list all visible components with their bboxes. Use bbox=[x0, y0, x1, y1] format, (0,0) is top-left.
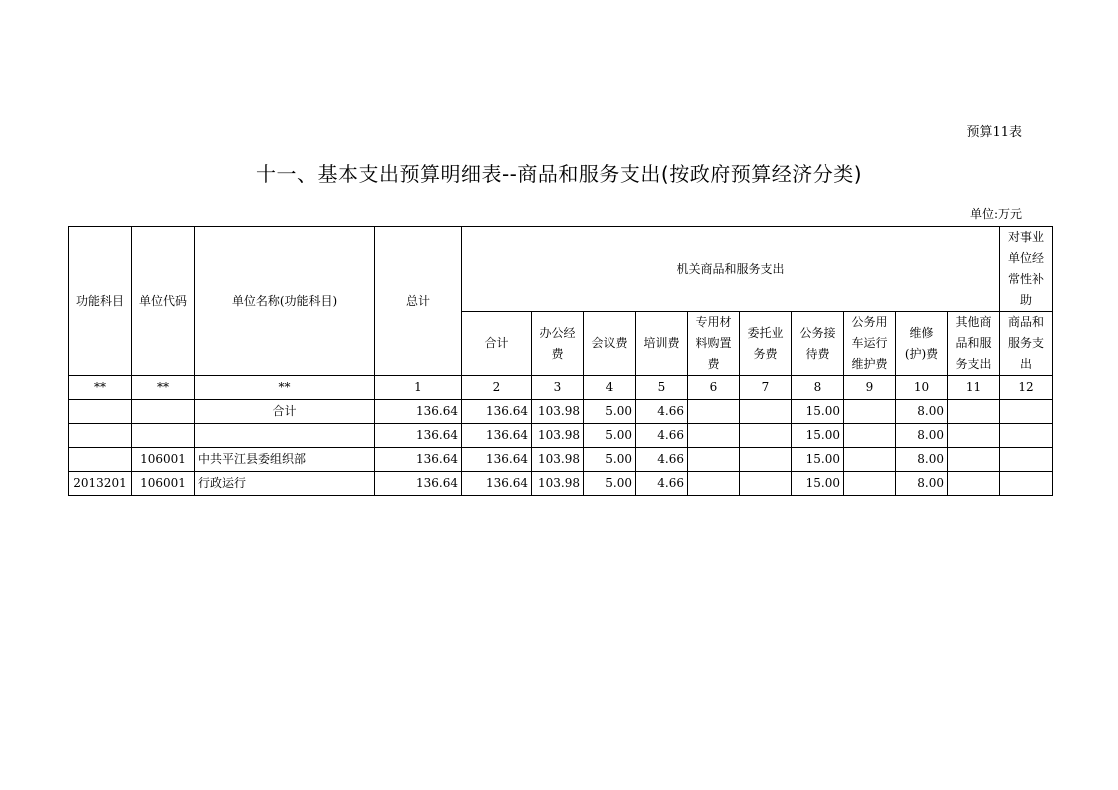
subsidy-cell bbox=[1000, 424, 1053, 448]
total-cell: 136.64 bbox=[375, 424, 462, 448]
name-cell: 中共平江县委组织部 bbox=[195, 448, 375, 472]
other-cell bbox=[948, 400, 1000, 424]
func-cell bbox=[69, 400, 132, 424]
vehicle-cell bbox=[844, 472, 896, 496]
vehicle-cell bbox=[844, 448, 896, 472]
office-cell: 103.98 bbox=[532, 400, 584, 424]
index-cell: ** bbox=[69, 376, 132, 400]
header-unit-code: 单位代码 bbox=[132, 227, 195, 376]
name-cell bbox=[195, 424, 375, 448]
sum-cell: 136.64 bbox=[462, 400, 532, 424]
repair-cell: 8.00 bbox=[896, 472, 948, 496]
meeting-cell: 5.00 bbox=[584, 472, 636, 496]
index-cell: 11 bbox=[948, 376, 1000, 400]
reception-cell: 15.00 bbox=[792, 448, 844, 472]
header-unit-name: 单位名称(功能科目) bbox=[195, 227, 375, 376]
material-cell bbox=[688, 472, 740, 496]
total-cell: 136.64 bbox=[375, 472, 462, 496]
header-col: 其他商品和服务支出 bbox=[948, 312, 1000, 376]
header-total: 总计 bbox=[375, 227, 462, 376]
entrust-cell bbox=[740, 472, 792, 496]
entrust-cell bbox=[740, 424, 792, 448]
header-col: 商品和服务支出 bbox=[1000, 312, 1053, 376]
header-col: 合计 bbox=[462, 312, 532, 376]
header-col: 培训费 bbox=[636, 312, 688, 376]
code-cell bbox=[132, 400, 195, 424]
office-cell: 103.98 bbox=[532, 472, 584, 496]
header-col: 维修(护)费 bbox=[896, 312, 948, 376]
meeting-cell: 5.00 bbox=[584, 424, 636, 448]
material-cell bbox=[688, 448, 740, 472]
index-cell: ** bbox=[195, 376, 375, 400]
sum-cell: 136.64 bbox=[462, 424, 532, 448]
index-cell: ** bbox=[132, 376, 195, 400]
training-cell: 4.66 bbox=[636, 400, 688, 424]
subsidy-cell bbox=[1000, 472, 1053, 496]
entrust-cell bbox=[740, 400, 792, 424]
training-cell: 4.66 bbox=[636, 472, 688, 496]
sum-cell: 136.64 bbox=[462, 448, 532, 472]
func-cell: 2013201 bbox=[69, 472, 132, 496]
name-cell: 合计 bbox=[195, 400, 375, 424]
vehicle-cell bbox=[844, 400, 896, 424]
header-col: 会议费 bbox=[584, 312, 636, 376]
material-cell bbox=[688, 424, 740, 448]
header-col: 公务用车运行维护费 bbox=[844, 312, 896, 376]
table-row bbox=[69, 400, 1053, 424]
index-cell: 2 bbox=[462, 376, 532, 400]
index-cell: 4 bbox=[584, 376, 636, 400]
table-row bbox=[69, 448, 1053, 472]
func-cell bbox=[69, 448, 132, 472]
other-cell bbox=[948, 424, 1000, 448]
index-cell: 12 bbox=[1000, 376, 1053, 400]
table-number: 预算11表 bbox=[966, 125, 1022, 140]
training-cell: 4.66 bbox=[636, 448, 688, 472]
repair-cell: 8.00 bbox=[896, 448, 948, 472]
reception-cell: 15.00 bbox=[792, 472, 844, 496]
index-cell: 8 bbox=[792, 376, 844, 400]
sum-cell: 136.64 bbox=[462, 472, 532, 496]
subsidy-cell bbox=[1000, 448, 1053, 472]
budget-table bbox=[68, 226, 1053, 496]
repair-cell: 8.00 bbox=[896, 424, 948, 448]
func-cell bbox=[69, 424, 132, 448]
meeting-cell: 5.00 bbox=[584, 400, 636, 424]
header-col: 办公经费 bbox=[532, 312, 584, 376]
page-title: 十一、基本支出预算明细表--商品和服务支出(按政府预算经济分类) bbox=[255, 162, 863, 186]
office-cell: 103.98 bbox=[532, 424, 584, 448]
material-cell bbox=[688, 400, 740, 424]
header-col: 委托业务费 bbox=[740, 312, 792, 376]
index-cell: 9 bbox=[844, 376, 896, 400]
repair-cell: 8.00 bbox=[896, 400, 948, 424]
total-cell: 136.64 bbox=[375, 448, 462, 472]
table-row bbox=[69, 472, 1053, 496]
index-cell: 6 bbox=[688, 376, 740, 400]
index-cell: 10 bbox=[896, 376, 948, 400]
other-cell bbox=[948, 448, 1000, 472]
total-cell: 136.64 bbox=[375, 400, 462, 424]
index-row bbox=[69, 376, 1053, 400]
meeting-cell: 5.00 bbox=[584, 448, 636, 472]
index-cell: 3 bbox=[532, 376, 584, 400]
table-row bbox=[69, 424, 1053, 448]
office-cell: 103.98 bbox=[532, 448, 584, 472]
code-cell bbox=[132, 424, 195, 448]
header-func-subject: 功能科目 bbox=[69, 227, 132, 376]
code-cell: 106001 bbox=[132, 472, 195, 496]
name-cell: 行政运行 bbox=[195, 472, 375, 496]
index-cell: 1 bbox=[375, 376, 462, 400]
unit-label: 单位:万元 bbox=[969, 207, 1022, 221]
reception-cell: 15.00 bbox=[792, 424, 844, 448]
vehicle-cell bbox=[844, 424, 896, 448]
reception-cell: 15.00 bbox=[792, 400, 844, 424]
other-cell bbox=[948, 472, 1000, 496]
subsidy-cell bbox=[1000, 400, 1053, 424]
header-group-main: 机关商品和服务支出 bbox=[462, 227, 1000, 312]
index-cell: 5 bbox=[636, 376, 688, 400]
entrust-cell bbox=[740, 448, 792, 472]
training-cell: 4.66 bbox=[636, 424, 688, 448]
code-cell: 106001 bbox=[132, 448, 195, 472]
header-col: 专用材料购置费 bbox=[688, 312, 740, 376]
index-cell: 7 bbox=[740, 376, 792, 400]
header-col: 公务接待费 bbox=[792, 312, 844, 376]
header-group-sub: 对事业单位经常性补助 bbox=[1000, 227, 1053, 312]
